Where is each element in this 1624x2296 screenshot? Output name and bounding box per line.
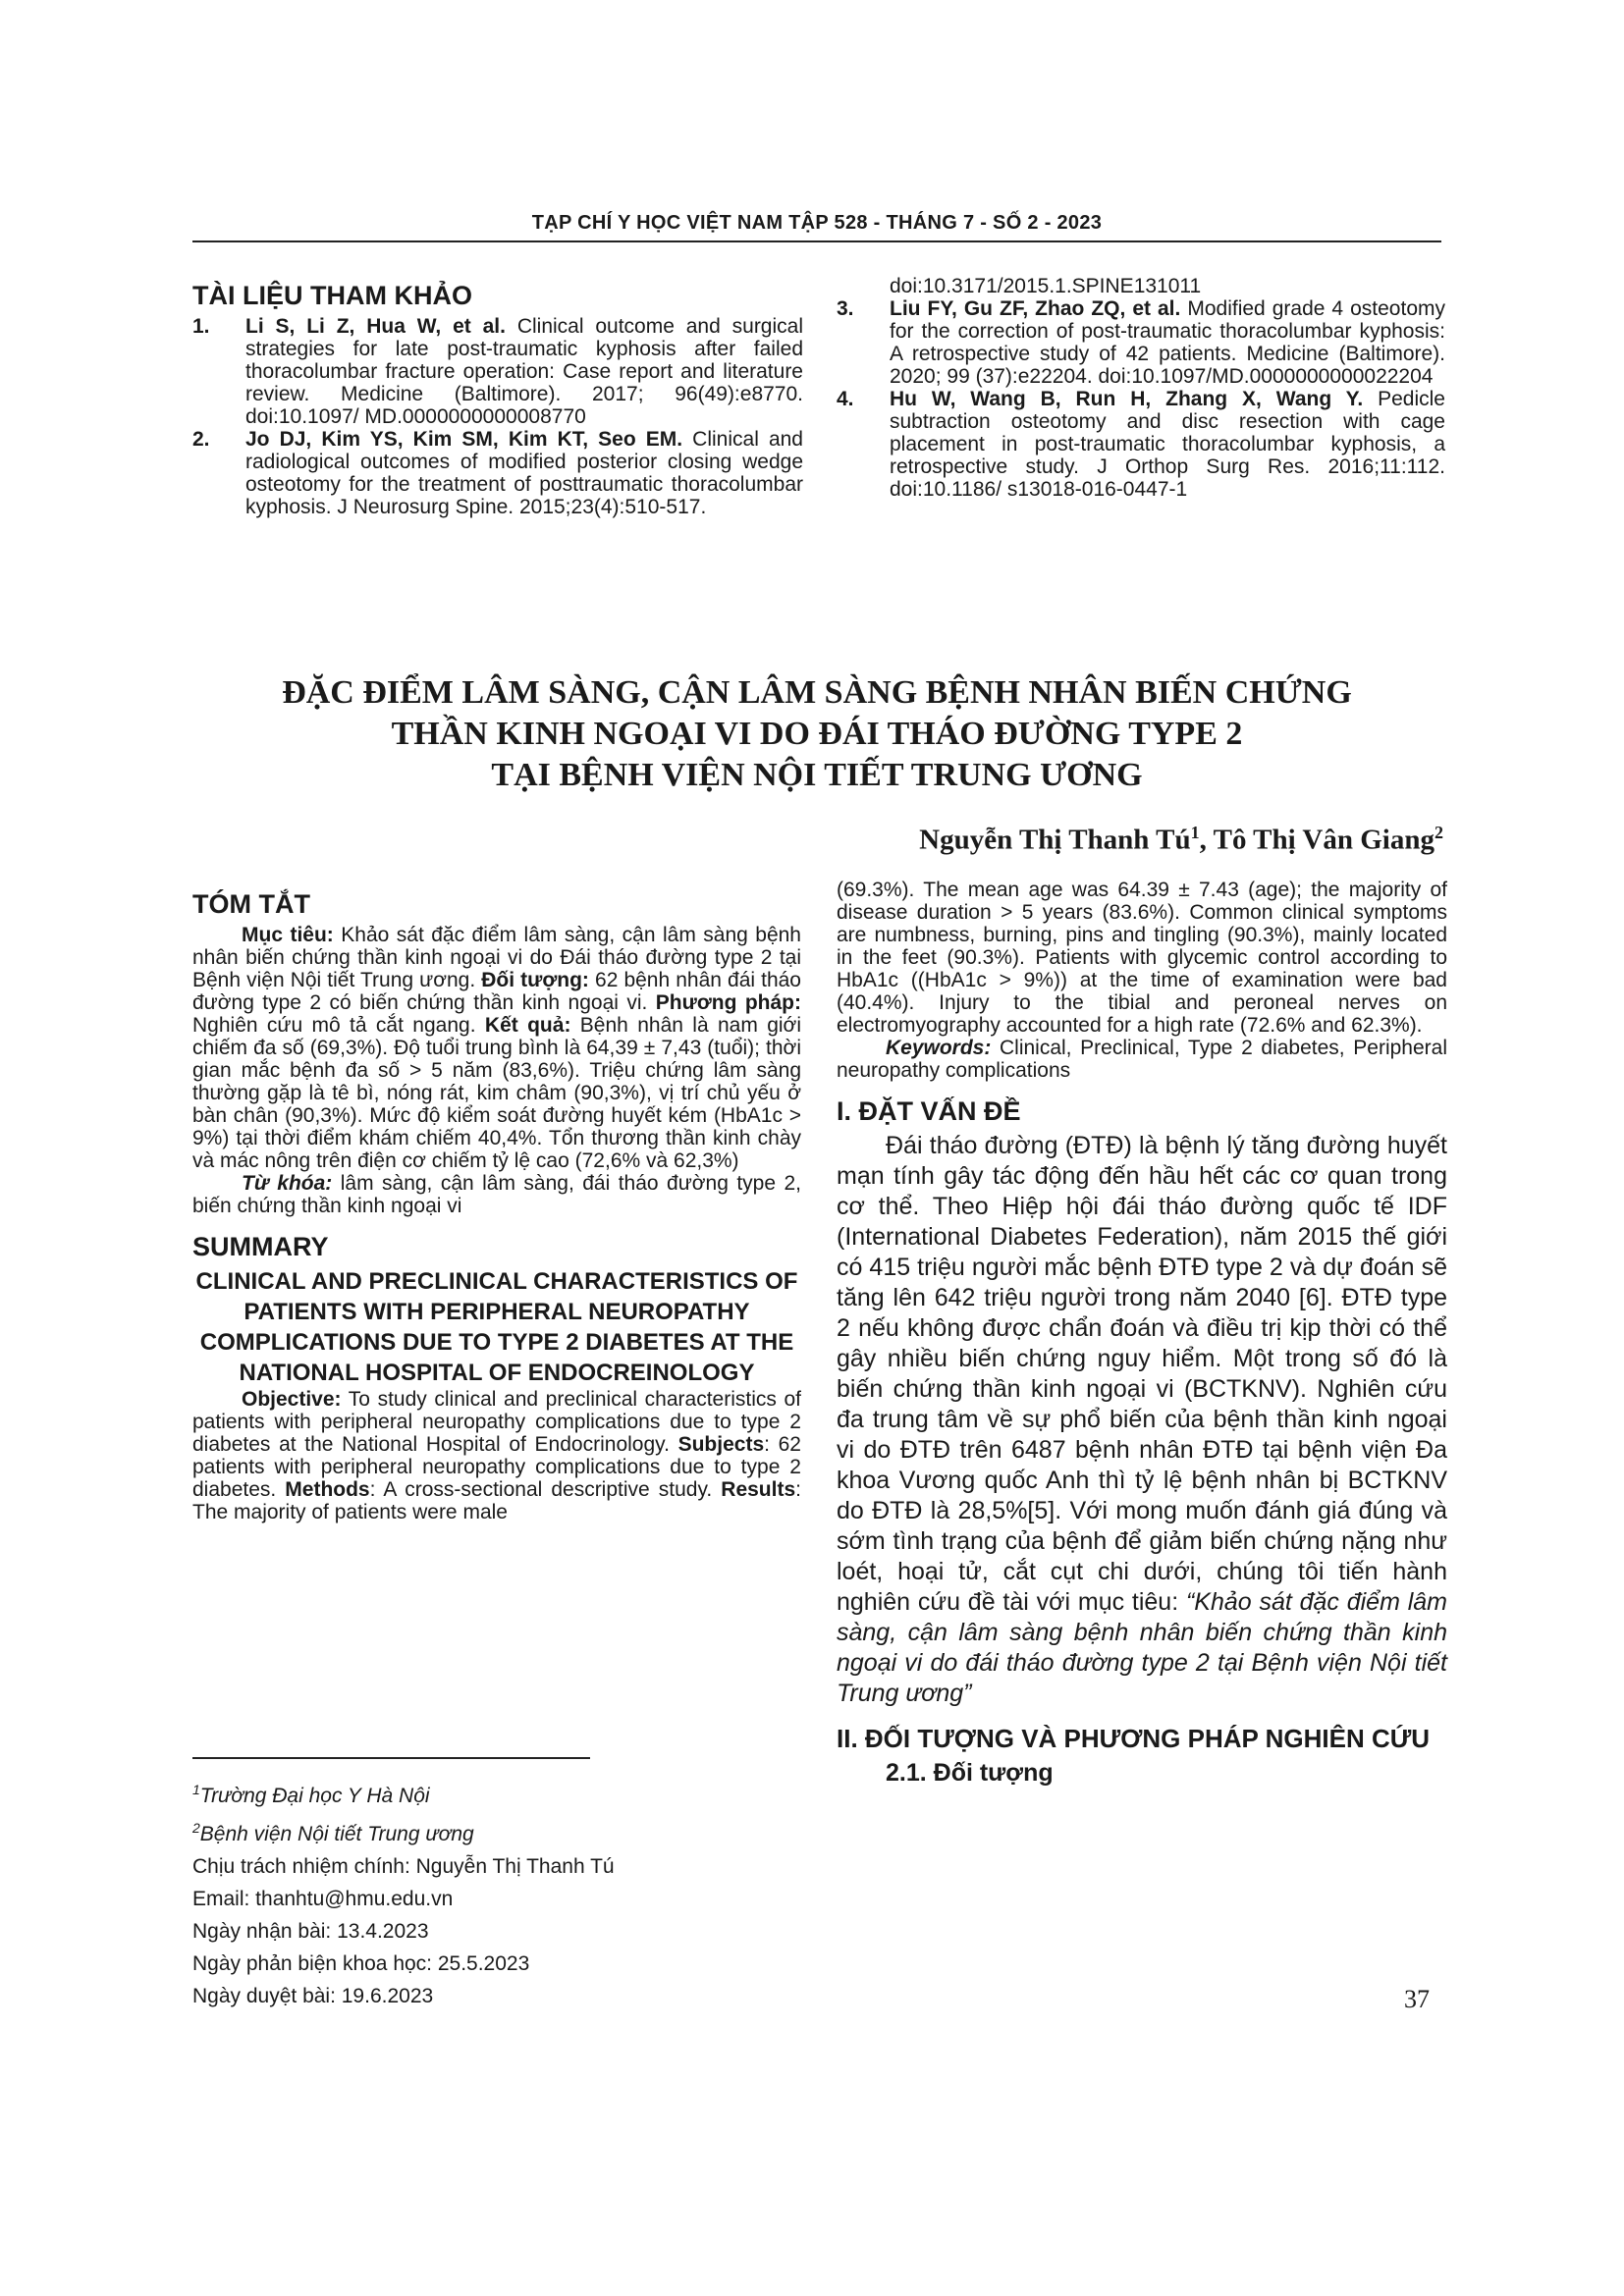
- footnote-text: Bệnh viện Nội tiết Trung ương: [199, 1823, 474, 1845]
- reference-authors: Jo DJ, Kim YS, Kim SM, Kim KT, Seo EM.: [245, 428, 683, 451]
- subjects-text: 62 bệnh nhân đái tháo đường type 2 có biến chứng thần kinh ngoại vi.: [192, 969, 801, 1014]
- section-2-heading: II. ĐỐI TƯỢNG VÀ PHƯƠNG PHÁP NGHIÊN CỨU: [837, 1724, 1431, 1753]
- methods-text: Nghiên cứu mô tả cắt ngang.: [192, 1014, 485, 1037]
- reference-number: 2.: [192, 428, 210, 451]
- keywords-text-en: Clinical, Preclinical, Type 2 diabetes, Peripheral neuropathy complications: [837, 1037, 1447, 1082]
- references-right-column: [837, 275, 1445, 501]
- reference-number: 4.: [837, 388, 854, 410]
- objective-label-en: Objective:: [242, 1388, 342, 1411]
- abstract-right-column: [837, 879, 1447, 1789]
- methods-label-en: Methods: [285, 1478, 370, 1501]
- summary-title: CLINICAL AND PRECLINICAL CHARACTERISTICS OF PATIENTS WITH PERIPHERAL NEUROPATHY COMPLICATIONS DUE TO TYPE 2 DIABETES AT THE NATIONAL HOSPITAL OF ENDOCREINOLOGY: [195, 1268, 798, 1386]
- objective-label: Mục tiêu:: [242, 924, 334, 946]
- results-label-en: Results: [721, 1478, 796, 1501]
- author-separator: ,: [1199, 824, 1214, 856]
- article-title: [192, 672, 1441, 796]
- footnote-review-date: Ngày phản biện khoa học: 25.5.2023: [192, 1952, 530, 1975]
- footnote-corresponding-author: Chịu trách nhiệm chính: Nguyễn Thị Thanh Tú: [192, 1855, 615, 1878]
- keywords-paragraph-en: [837, 1037, 1447, 1082]
- references-heading: TÀI LIỆU THAM KHẢO: [192, 281, 472, 310]
- keywords-text: lâm sàng, cận lâm sàng, đái tháo đường type 2, biến chứng thần kinh ngoại vi: [192, 1172, 801, 1217]
- subjects-text-en: : 62 patients with peripheral neuropathy complications due to type 2 diabetes.: [192, 1433, 801, 1501]
- title-line: THẦN KINH NGOẠI VI DO ĐÁI THÁO ĐƯỜNG TYPE 2: [391, 716, 1243, 752]
- footnote-accepted-date: Ngày duyệt bài: 19.6.2023: [192, 1985, 434, 2007]
- summary-paragraph: [192, 1388, 801, 1523]
- author-2-affiliation: 2: [1435, 823, 1443, 842]
- subjects-label: Đối tượng:: [481, 969, 589, 991]
- methods-text-en: : A cross-sectional descriptive study.: [369, 1478, 722, 1501]
- title-line: TẠI BỆNH VIỆN NỘI TIẾT TRUNG ƯƠNG: [491, 757, 1143, 793]
- footnote-marker: 1: [192, 1782, 200, 1797]
- reference-number: 1.: [192, 315, 210, 338]
- reference-authors: Liu FY, Gu ZF, Zhao ZQ, et al.: [890, 297, 1181, 320]
- section-1-paragraph: [837, 1131, 1447, 1709]
- footnotes: [192, 1774, 801, 2012]
- reference-text: Clinical and radiological outcomes of modified posterior closing wedge osteotomy for the treatment of posttraumatic thoracolumbar kyphosis. J Neurosurg Spine. 2015;23(4):510-517.: [245, 428, 803, 518]
- methods-label: Phương pháp:: [655, 991, 801, 1014]
- keywords-label: Từ khóa:: [242, 1172, 333, 1195]
- footnote-rule: [192, 1757, 590, 1759]
- abstract-left-column: [192, 888, 801, 1523]
- header-rule: [192, 240, 1441, 242]
- reference-text: Pedicle subtraction osteotomy and disc resection with cage placement in post-traumatic thoracolumbar kyphosis, a retrospective study. J Orthop Surg Res. 2016;11:112. doi:10.1186/ s13018-016-0447-1: [890, 388, 1445, 501]
- summary-results-continued: (69.3%). The mean age was 64.39 ± 7.43 (age); the majority of disease duration > 5 years (83.6%). Common clinical symptoms are numbness, burning, pins and tingling (90.3%), mainly located in the feet (90.3%). Patients with glycemic control according to HbA1c ((HbA1c > 9%)) at the time of examination were bad (40.4%). Injury to the tibial and peroneal nerves on electromyography accounted for a high rate (72.6% and 62.3%).: [837, 879, 1447, 1037]
- results-text-en: : The majority of patients were male: [192, 1478, 801, 1523]
- section-2-1-heading: 2.1. Đối tượng: [886, 1759, 1054, 1787]
- section-1-heading: I. ĐẶT VẤN ĐỀ: [837, 1096, 1021, 1126]
- keywords-paragraph: [192, 1172, 801, 1217]
- subjects-label-en: Subjects: [677, 1433, 765, 1456]
- footnote-affiliation-2: [192, 1812, 801, 1850]
- reference-item: [837, 297, 1445, 388]
- reference-item: [837, 388, 1445, 501]
- reference-continuation: doi:10.3171/2015.1.SPINE131011: [890, 275, 1202, 297]
- footnote-affiliation-1: [192, 1774, 801, 1812]
- footnote-email: Email: thanhtu@hmu.edu.vn: [192, 1888, 454, 1910]
- reference-number: 3.: [837, 297, 854, 320]
- footnote-marker: 2: [192, 1820, 200, 1836]
- results-text: Bệnh nhân là nam giới chiếm đa số (69,3%). Độ tuổi trung bình là 64,39 ± 7,43 (tuổi); thời gian mắc bệnh đa số > 5 năm (83,6%). Triệu chứng lâm sàng thường gặp là tê bì, nóng rát, kim châm (90,3%), vị trí chủ yếu ở bàn chân (90,3%). Mức độ kiểm soát đường huyết kém (HbA1c > 9%) tại thời điểm khám chiếm 40,4%. Tổn thương thần kinh chày và mác nông trên điện cơ chiếm tỷ lệ cao (72,6% và 62,3%): [192, 1014, 801, 1172]
- author-2: Tô Thị Vân Giang: [1213, 824, 1435, 856]
- footnote-received-date: Ngày nhận bài: 13.4.2023: [192, 1920, 429, 1943]
- section-1-text: Đái tháo đường (ĐTĐ) là bệnh lý tăng đường huyết mạn tính gây tác động đến hầu hết các cơ quan trong cơ thể. Theo Hiệp hội đái tháo đường quốc tế IDF (International Diabetes Federation), năm 2015 thế giới có 415 triệu người mắc bệnh ĐTĐ type 2 và dự đoán sẽ tăng lên 642 triệu người trong năm 2040 [6]. ĐTĐ type 2 nếu không được chẩn đoán và điều trị kịp thời có thể gây nhiều biến chứng nguy hiểm. Một trong số đó là biến chứng thần kinh ngoại vi (BCTKNV). Nghiên cứu đa trung tâm về sự phổ biến của bệnh thần kinh ngoại vi do ĐTĐ trên 6487 bệnh nhân ĐTĐ tại bệnh viện Đa khoa Vương quốc Anh thì tỷ lệ bệnh nhân bị BCTKNV do ĐTĐ là 28,5%[5]. Với mong muốn đánh giá đúng và sớm tình trạng của bệnh để giảm biến chứng nặng như loét, hoại tử, cắt cụt chi dưới, chúng tôi tiến hành nghiên cứu đề tài với mục tiêu:: [837, 1132, 1447, 1616]
- references-left-column: [192, 280, 803, 518]
- keywords-label-en: Keywords:: [886, 1037, 992, 1059]
- author-1: Nguyễn Thị Thanh Tú: [919, 824, 1191, 856]
- page-number: 37: [1404, 1985, 1430, 2013]
- abstract-paragraph: [192, 924, 801, 1172]
- reference-text: Clinical outcome and surgical strategies for late post-traumatic kyphosis after failed thoracolumbar fracture operation: Case report and literature review. Medicine (Baltimore). 2017; 96(49):e8770. doi:10.1097/ MD.0000000000008770: [245, 315, 803, 428]
- title-line: ĐẶC ĐIỂM LÂM SÀNG, CẬN LÂM SÀNG BỆNH NHÂN BIẾN CHỨNG: [282, 674, 1352, 711]
- footnote-text: Trường Đại học Y Hà Nội: [199, 1785, 430, 1807]
- journal-header: TẠP CHÍ Y HỌC VIỆT NAM TẬP 528 - THÁNG 7 - SỐ 2 - 2023: [531, 212, 1103, 234]
- reference-item: [192, 315, 803, 428]
- author-1-affiliation: 1: [1190, 823, 1200, 842]
- summary-heading: SUMMARY: [192, 1232, 329, 1261]
- objective-text: Khảo sát đặc điểm lâm sàng, cận lâm sàng bệnh nhân biến chứng thần kinh ngoại vi do Đái tháo đường type 2 tại Bệnh viện Nội tiết Trung ương.: [192, 924, 801, 991]
- results-label: Kết quả:: [484, 1014, 571, 1037]
- reference-text: Modified grade 4 osteotomy for the correction of post-traumatic thoracolumbar kyphosis: A retrospective study of 42 patients. Medicine (Baltimore). 2020; 99 (37):e22204. doi:10.1097/MD.0000000000022204: [890, 297, 1445, 388]
- abstract-heading: TÓM TẮT: [192, 889, 310, 919]
- section-1-aim: “Khảo sát đặc điểm lâm sàng, cận lâm sàng bệnh nhân biến chứng thần kinh ngoại vi do đái tháo đường type 2 tại Bệnh viện Nội tiết Trung ương”: [837, 1588, 1447, 1707]
- objective-text-en: To study clinical and preclinical characteristics of patients with peripheral neuropathy complications due to type 2 diabetes at the National Hospital of Endocrinology.: [192, 1388, 801, 1456]
- authors-line: [919, 823, 1443, 857]
- reference-authors: Li S, Li Z, Hua W, et al.: [245, 315, 506, 338]
- reference-item: [192, 428, 803, 518]
- reference-authors: Hu W, Wang B, Run H, Zhang X, Wang Y.: [890, 388, 1364, 410]
